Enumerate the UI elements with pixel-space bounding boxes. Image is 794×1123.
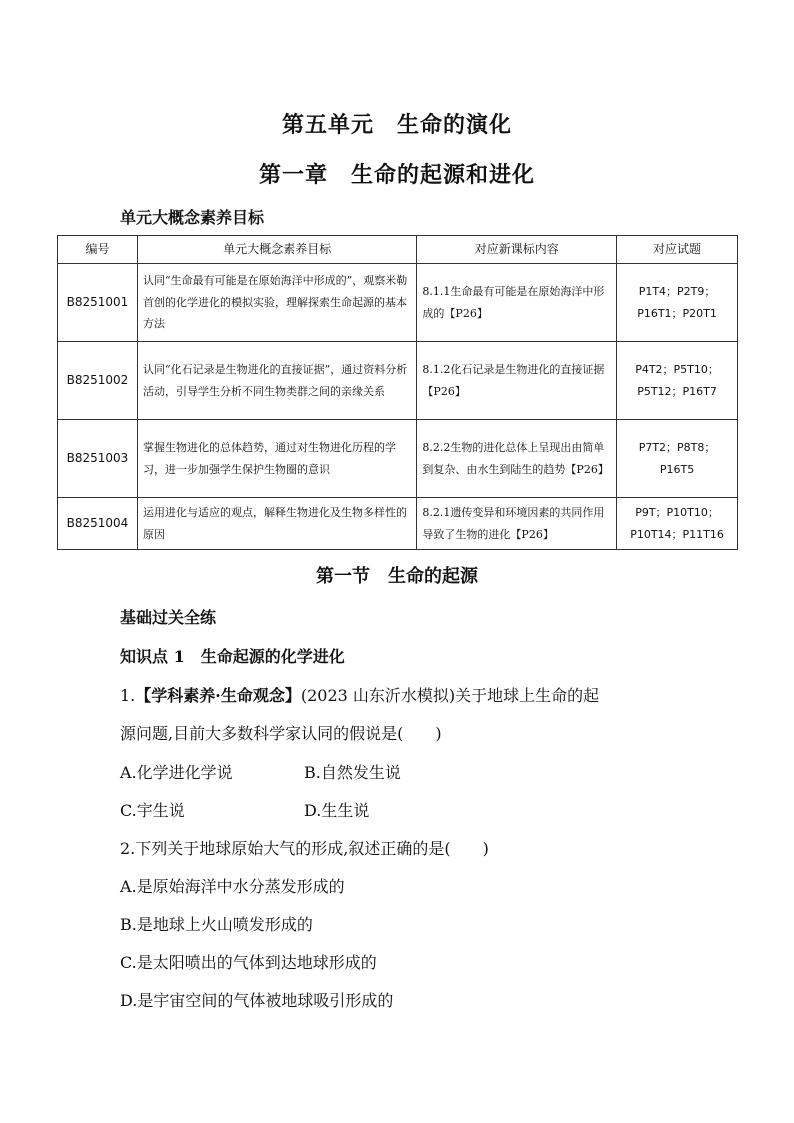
table-row (58, 420, 738, 498)
row-tests: P7T2；P8T8；P16T5 (617, 420, 738, 498)
row-code: B8251001 (58, 264, 138, 342)
option-a[interactable]: A.化学进化学说 (120, 763, 233, 782)
row-goal: 运用进化与适应的观点，解释生物进化及生物多样性的原因 (137, 498, 416, 550)
row-tests: P4T2；P5T10；P5T12；P16T7 (617, 342, 738, 420)
question-number: 1. (120, 686, 136, 705)
table-row (58, 498, 738, 550)
practice-title: 基础过关全练 (120, 608, 217, 627)
row-goal: 掌握生物进化的总体趋势，通过对生物进化历程的学习，进一步加强学生保护生物圈的意识 (137, 420, 416, 498)
header-code: 编号 (58, 236, 138, 264)
row-code: B8251002 (58, 342, 138, 420)
question-2-stem: 2.下列关于地球原始大气的形成,叙述正确的是( ) (120, 839, 489, 858)
table-header-row (58, 236, 738, 264)
question-1-line-1 (120, 683, 599, 706)
row-code: B8251004 (58, 498, 138, 550)
row-tests: P9T；P10T10；P10T14；P11T16 (617, 498, 738, 550)
chapter-title: 第一章 生命的起源和进化 (258, 162, 535, 188)
row-standard: 8.1.1生命最有可能是在原始海洋中形成的【P26】 (417, 264, 617, 342)
question-tag: 【学科素养·生命观念】 (135, 686, 301, 705)
option-b[interactable]: B.自然发生说 (304, 763, 401, 782)
row-standard: 8.2.1遗传变异和环境因素的共同作用导致了生物的进化【P26】 (417, 498, 617, 550)
header-standard: 对应新课标内容 (417, 236, 617, 264)
question-stem-start: (2023 山东沂水模拟)关于地球上生命的起 (300, 686, 600, 705)
row-standard: 8.1.2化石记录是生物进化的直接证据【P26】 (417, 342, 617, 420)
option-b[interactable]: B.是地球上火山喷发形成的 (120, 915, 313, 934)
row-goal: 认同“化石记录是生物进化的直接证据”，通过资料分析活动，引导学生分析不同生物类群之间的亲缘关系 (137, 342, 416, 420)
table-row (58, 264, 738, 342)
row-goal: 认同“生命最有可能是在原始海洋中形成的”，观察米勒首创的化学进化的模拟实验，理解探索生命起源的基本方法 (137, 264, 416, 342)
table-caption: 单元大概念素养目标 (120, 208, 265, 227)
header-goal: 单元大概念素养目标 (137, 236, 416, 264)
row-tests: P1T4；P2T9；P16T1；P20T1 (617, 264, 738, 342)
option-c[interactable]: C.是太阳喷出的气体到达地球形成的 (120, 953, 377, 972)
goals-table (57, 235, 738, 550)
row-code: B8251003 (58, 420, 138, 498)
knowledge-point-title: 知识点 1 生命起源的化学进化 (120, 647, 345, 666)
option-d[interactable]: D.生生说 (304, 801, 370, 820)
question-1-line-2: 源问题,目前大多数科学家认同的假说是( ) (120, 724, 442, 743)
option-c[interactable]: C.宇生说 (120, 801, 185, 820)
unit-title: 第五单元 生命的演化 (281, 112, 512, 138)
option-d[interactable]: D.是宇宙空间的气体被地球吸引形成的 (120, 991, 394, 1010)
header-tests: 对应试题 (617, 236, 738, 264)
option-a[interactable]: A.是原始海洋中水分蒸发形成的 (120, 877, 345, 896)
row-standard: 8.2.2生物的进化总体上呈现出由简单到复杂、由水生到陆生的趋势【P26】 (417, 420, 617, 498)
section-title: 第一节 生命的起源 (316, 566, 478, 587)
table-row (58, 342, 738, 420)
